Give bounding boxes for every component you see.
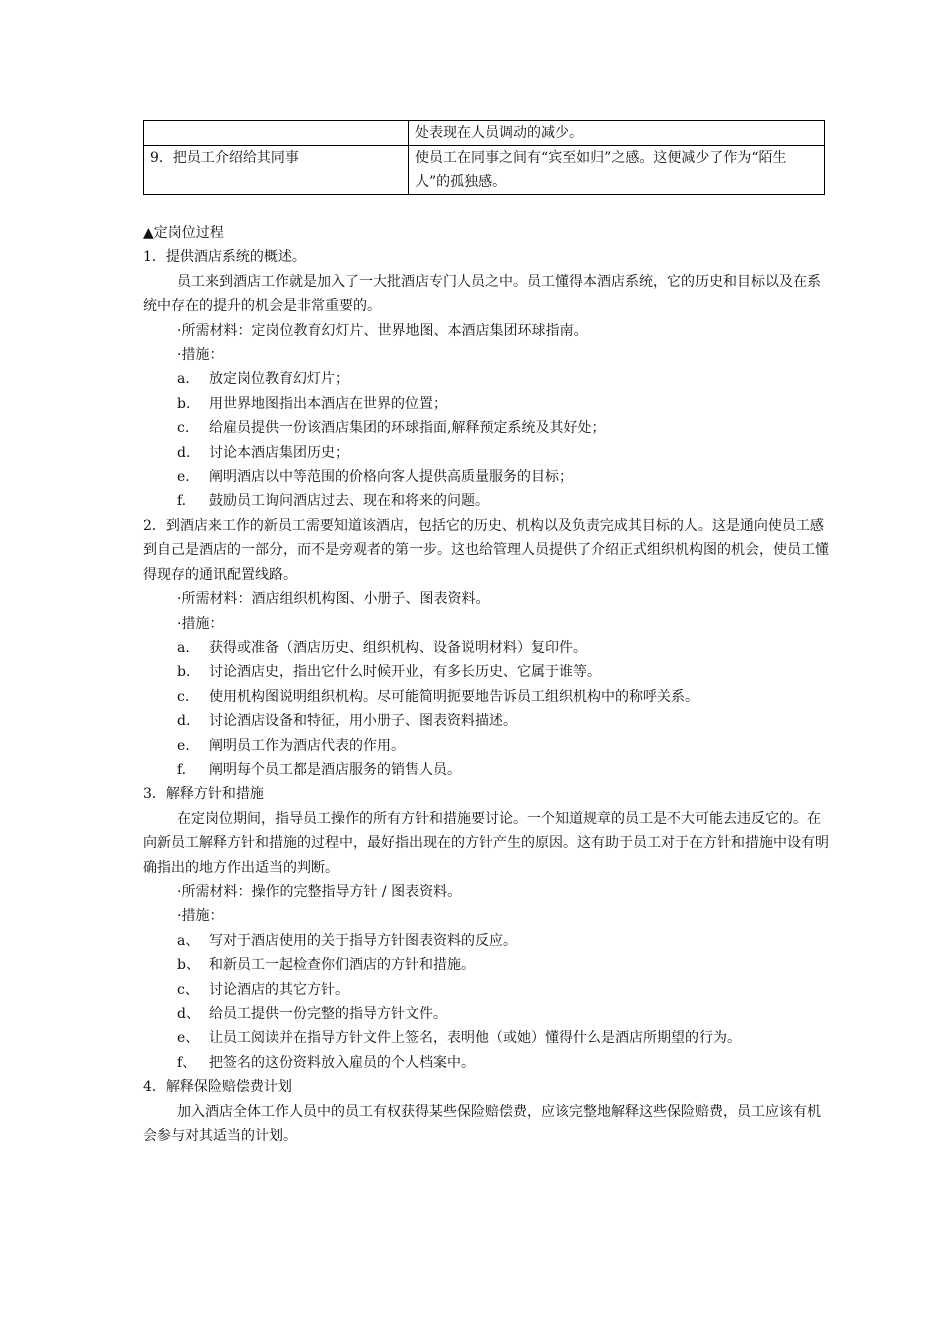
section-title: 1．提供酒店系统的概述。 <box>143 249 306 266</box>
list-item <box>143 758 833 782</box>
measures-label: ·措施： <box>177 615 224 632</box>
table-cell <box>144 121 409 146</box>
measures-list <box>143 636 833 782</box>
measures-label: ·措施： <box>177 908 224 925</box>
paragraph: 加入酒店全体工作人员中的员工有权获得某些保险赔偿费，应该完整地解释这些保险赔费，员工应该有机会参与对其适当的计划。 <box>143 1103 821 1145</box>
list-item <box>143 489 833 513</box>
list-text: 获得或准备（酒店历史、组织机构、设备说明材料）复印件。 <box>209 639 587 656</box>
table-cell: 9．把员工介绍给其同事 <box>144 146 409 195</box>
list-marker: b、 <box>177 957 200 974</box>
list-marker: b. <box>177 664 191 681</box>
materials-line: ·所需材料：酒店组织机构图、小册子、图表资料。 <box>177 591 490 608</box>
list-item <box>143 416 833 440</box>
list-text: 给员工提供一份完整的指导方针文件。 <box>209 1006 447 1022</box>
list-item <box>143 709 833 733</box>
list-text: 鼓励员工询问酒店过去、现在和将来的问题。 <box>209 493 489 510</box>
paragraph: 在定岗位期间，指导员工操作的所有方针和措施要讨论。一个知道规章的员工是不大可能去违反它的。在向新员工解释方针和措施的过程中，最好指出现在的方针产生的原因。这有助于员工对于在方针和措施中设有明确指出的地方作出适当的判断。 <box>143 810 829 876</box>
table-cell: 使员工在同事之间有“宾至如归”之感。这便减少了作为“陌生人”的孤独感。 <box>409 146 825 195</box>
measures-list <box>143 367 833 513</box>
list-marker: e、 <box>177 1030 200 1047</box>
list-item <box>143 660 833 684</box>
table-row <box>144 146 825 195</box>
list-item <box>143 441 833 465</box>
list-item <box>143 953 833 977</box>
list-text: 讨论酒店的其它方针。 <box>209 981 349 998</box>
list-marker: d、 <box>177 1006 200 1022</box>
materials-line: ·所需材料：操作的完整指导方针 / 图表资料。 <box>177 883 462 900</box>
list-marker: a. <box>177 371 190 388</box>
document-page <box>143 120 833 1148</box>
orientation-table <box>143 120 825 195</box>
list-item <box>143 1002 833 1026</box>
list-text: 阐明每个员工都是酒店服务的销售人员。 <box>209 761 461 778</box>
document-body <box>143 221 833 1148</box>
list-text: 讨论本酒店集团历史； <box>209 444 349 461</box>
list-item <box>143 367 833 391</box>
list-text: 和新员工一起检查你们酒店的方针和措施。 <box>209 957 475 974</box>
list-text: 使用机构图说明组织机构。尽可能简明扼要地告诉员工组织机构中的称呼关系。 <box>209 688 699 705</box>
table-cell: 处表现在人员调动的减少。 <box>409 121 825 146</box>
list-text: 讨论酒店设备和特征，用小册子、图表资料描述。 <box>209 713 517 730</box>
list-marker: d. <box>177 444 191 461</box>
list-marker: f. <box>177 761 187 778</box>
list-item <box>143 1026 833 1050</box>
list-marker: c. <box>177 420 190 437</box>
list-text: 把签名的这份资料放入雇员的个人档案中。 <box>209 1054 475 1071</box>
section-title: 3．解释方针和措施 <box>143 786 264 803</box>
list-text: 用世界地图指出本酒店在世界的位置； <box>209 395 447 412</box>
paragraph: 2．到酒店来工作的新员工需要知道该酒店，包括它的历史、机构以及负责完成其目标的人。这是通向使员工感到自己是酒店的一部分，而不是旁观者的第一步。这也给管理人员提供了介绍正式组织机构图的机会，使员工懂得现存的通讯配置线路。 <box>143 517 829 583</box>
list-marker: e. <box>177 737 190 754</box>
list-item <box>143 978 833 1002</box>
list-marker: f、 <box>177 1054 197 1071</box>
list-marker: b. <box>177 395 191 412</box>
measures-label: ·措施： <box>177 347 224 364</box>
measures-list <box>143 929 833 1075</box>
paragraph: 员工来到酒店工作就是加入了一大批酒店专门人员之中。员工懂得本酒店系统，它的历史和目标以及在系统中存在的提升的机会是非常重要的。 <box>143 273 821 315</box>
list-marker: f. <box>177 493 187 510</box>
table-row <box>144 121 825 146</box>
list-text: 让员工阅读并在指导方针文件上签名，表明他（或她）懂得什么是酒店所期望的行为。 <box>209 1030 741 1047</box>
list-marker: e. <box>177 469 190 486</box>
list-marker: c. <box>177 688 190 705</box>
list-text: 阐明酒店以中等范围的价格向客人提供高质量服务的目标； <box>209 469 573 486</box>
list-text: 阐明员工作为酒店代表的作用。 <box>209 737 405 754</box>
materials-line: ·所需材料：定岗位教育幻灯片、世界地图、本酒店集团环球指南。 <box>177 322 588 339</box>
list-item <box>143 636 833 660</box>
list-text: 放定岗位教育幻灯片； <box>209 371 349 388</box>
list-item <box>143 929 833 953</box>
section-title: 4．解释保险赔偿费计划 <box>143 1079 292 1096</box>
list-item <box>143 465 833 489</box>
list-item <box>143 734 833 758</box>
list-item <box>143 685 833 709</box>
list-text: 给雇员提供一份该酒店集团的环球指面,解释预定系统及其好处； <box>209 420 606 437</box>
section-heading: ▲定岗位过程 <box>143 225 224 241</box>
list-marker: a、 <box>177 932 200 949</box>
list-item <box>143 392 833 416</box>
list-text: 讨论酒店史，指出它什么时候开业，有多长历史、它属于谁等。 <box>209 664 601 681</box>
list-text: 写对于酒店使用的关于指导方针图表资料的反应。 <box>209 932 517 949</box>
list-marker: c、 <box>177 981 199 998</box>
list-marker: a. <box>177 639 190 656</box>
list-marker: d. <box>177 713 191 730</box>
list-item <box>143 1051 833 1075</box>
